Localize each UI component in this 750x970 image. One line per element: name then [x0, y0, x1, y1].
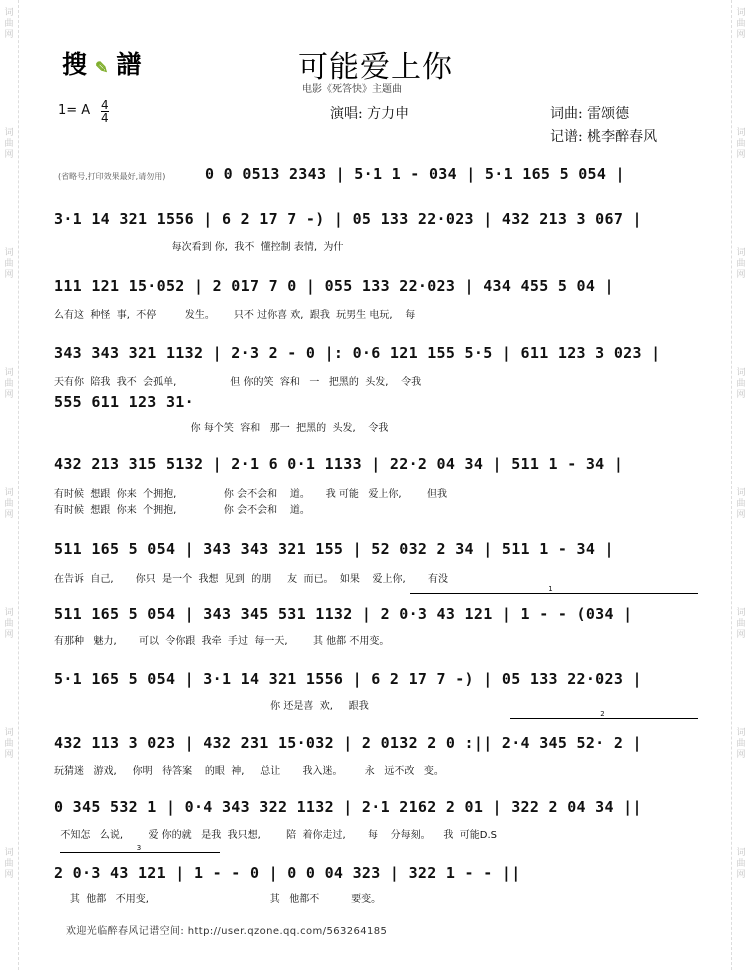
score-row-11: 2 0·3 43 121 | 1 - - 0 | 0 0 04 323 | 322 1 - - || [54, 864, 521, 882]
watermark-char: 词 [736, 728, 746, 738]
lyric-row-5b: 有时候 想跟 你来 个拥抱, 你 会不会和 道。 [54, 505, 310, 516]
watermark-char: 曲 [4, 19, 14, 29]
watermark-char: 词 [736, 8, 746, 18]
watermark-char: 词 [4, 248, 14, 258]
watermark-glyph-group [734, 8, 748, 41]
watermark-glyph-group [734, 728, 748, 761]
watermark-char: 曲 [736, 499, 746, 509]
watermark-char: 词 [4, 848, 14, 858]
lyric-row-4: 天有你 陪我 我不 会孤单, 但 你的笑 容和 一 把黑的 头发, 令我 [54, 377, 422, 388]
watermark-char: 曲 [736, 259, 746, 269]
watermark-char: 网 [736, 390, 746, 400]
watermark-char: 网 [736, 150, 746, 160]
watermark-char: 词 [736, 248, 746, 258]
watermark-char: 网 [736, 270, 746, 280]
lyric-row-8: 你 还是喜 欢, 跟我 [54, 701, 369, 712]
lyric-row-7: 有那种 魅力, 可以 令你跟 我牵 手过 每一天, 其 他都 不用变。 [54, 636, 390, 647]
logo-char-right: 譜 [116, 50, 144, 79]
transcriber-credit: 记谱: 桃李醉春风 [550, 129, 658, 145]
watermark-char: 曲 [736, 379, 746, 389]
score-row-5: 432 213 315 5132 | 2·1 6 0·1 1133 | 22·2 04 34 | 511 1 - 34 | [54, 455, 624, 473]
watermark-char: 词 [4, 368, 14, 378]
score-row-4b: 555 611 123 31· [54, 393, 194, 411]
watermark-glyph-group [734, 248, 748, 281]
time-signature-top: 4 [101, 98, 109, 112]
watermark-char: 网 [736, 630, 746, 640]
logo-char-left: 搜 [62, 50, 90, 79]
key-signature: 1= A [58, 103, 91, 118]
time-signature [101, 99, 109, 124]
watermark-char: 网 [4, 30, 14, 40]
watermark-glyph-group [734, 608, 748, 641]
watermark-char: 曲 [4, 259, 14, 269]
watermark-glyph-group [2, 128, 16, 161]
intro-note: (省略号,打印效果最好,请勿用) [58, 172, 166, 181]
watermark-char: 曲 [736, 19, 746, 29]
lyric-row-11: 其 他都 不用变, 其 他都不 要变。 [54, 894, 382, 905]
lyric-row-10: 不知怎 么说, 爱 你的就 是我 我只想, 陪 着你走过, 每 分每刻。 我 可能D.S [54, 830, 497, 841]
lyricist-composer-credit: 词曲: 雷颂德 [550, 106, 630, 122]
watermark-char: 网 [4, 150, 14, 160]
score-row-2: 3·1 14 321 1556 | 6 2 17 7 -) | 05 133 22·023 | 432 213 3 067 | [54, 210, 642, 228]
watermark-char: 曲 [4, 619, 14, 629]
watermark-glyph-group [2, 848, 16, 881]
lyric-row-4b: 你 每个笑 容和 那一 把黑的 头发, 令我 [54, 423, 389, 434]
watermark-char: 网 [736, 30, 746, 40]
watermark-char: 词 [4, 728, 14, 738]
watermark-char: 曲 [4, 379, 14, 389]
watermark-char: 词 [736, 368, 746, 378]
watermark-glyph-group [734, 848, 748, 881]
watermark-char: 网 [736, 750, 746, 760]
lyric-row-5a: 有时候 想跟 你来 个拥抱, 你 会不会和 道。 我 可能 爱上你, 但我 [54, 489, 448, 500]
watermark-char: 网 [4, 390, 14, 400]
score-row-10: 0 345 532 1 | 0·4 343 322 1132 | 2·1 2162 2 01 | 322 2 04 34 || [54, 798, 642, 816]
score-row-7: 511 165 5 054 | 343 345 531 1132 | 2 0·3 43 121 | 1 - - (034 | [54, 605, 633, 623]
watermark-char: 网 [736, 510, 746, 520]
watermark-char: 曲 [4, 859, 14, 869]
watermark-glyph-group [734, 488, 748, 521]
score-row-3: 111 121 15·052 | 2 017 7 0 | 055 133 22·023 | 434 455 5 04 | [54, 277, 614, 295]
watermark-glyph-group [2, 248, 16, 281]
watermark-char: 网 [4, 510, 14, 520]
watermark-char: 曲 [4, 499, 14, 509]
watermark-glyph-group [734, 368, 748, 401]
watermark-char: 词 [736, 488, 746, 498]
watermark-char: 网 [736, 870, 746, 880]
watermark-glyph-group [2, 728, 16, 761]
volta-bracket-2: 2 [510, 718, 698, 719]
watermark-glyph-group [2, 368, 16, 401]
lyric-row-2: 每次看到 你, 我不 懂控制 表情, 为什 [54, 242, 344, 253]
footer-link-text: 欢迎光临醉春风记谱空间: http://user.qzone.qq.com/563264185 [66, 926, 388, 937]
score-row-8: 5·1 165 5 054 | 3·1 14 321 1556 | 6 2 17 7 -) | 05 133 22·023 | [54, 670, 642, 688]
lyric-row-6: 在告诉 自己, 你只 是一个 我想 见到 的朋 友 而已。 如果 爱上你, 有没 [54, 574, 448, 585]
volta-bracket-1: 1 [410, 593, 698, 594]
watermark-char: 曲 [736, 859, 746, 869]
watermark-char: 曲 [4, 739, 14, 749]
watermark-char: 词 [4, 608, 14, 618]
watermark-char: 曲 [736, 619, 746, 629]
watermark-char: 网 [4, 630, 14, 640]
leaf-icon: ✎ [95, 58, 111, 77]
watermark-glyph-group [2, 608, 16, 641]
watermark-char: 词 [4, 8, 14, 18]
lyric-row-9: 玩猜迷 游戏, 你明 待答案 的眼 神, 总让 我入迷。 永 远不改 变。 [54, 766, 444, 777]
watermark-glyph-group [2, 488, 16, 521]
score-row-4: 343 343 321 1132 | 2·3 2 - 0 |: 0·6 121 155 5·5 | 611 123 3 023 | [54, 344, 661, 362]
singer-credit: 演唱: 方力申 [330, 106, 410, 122]
watermark-char: 网 [4, 750, 14, 760]
watermark-char: 网 [4, 270, 14, 280]
watermark-char: 曲 [4, 139, 14, 149]
song-title: 可能爱上你 [298, 50, 453, 85]
lyric-row-3: 么有这 种怪 事, 不停 发生。 只不 过你喜 欢, 跟我 玩男生 电玩, 每 [54, 310, 416, 321]
time-signature-bottom: 4 [101, 111, 109, 125]
watermark-char: 词 [4, 488, 14, 498]
watermark-glyph-group [2, 8, 16, 41]
watermark-char: 曲 [736, 139, 746, 149]
score-row-1: 0 0 0513 2343 | 5·1 1 - 034 | 5·1 165 5 054 | [205, 165, 625, 183]
watermark-char: 词 [4, 128, 14, 138]
song-subtitle: 电影《死答快》主题曲 [302, 84, 402, 95]
watermark-glyph-group [734, 128, 748, 161]
site-logo [62, 45, 143, 81]
watermark-char: 词 [736, 128, 746, 138]
score-row-9: 432 113 3 023 | 432 231 15·032 | 2 0132 2 0 :|| 2·4 345 52· 2 | [54, 734, 642, 752]
triplet-bracket: 3 [60, 852, 220, 853]
watermark-char: 网 [4, 870, 14, 880]
watermark-char: 词 [736, 608, 746, 618]
score-row-6: 511 165 5 054 | 343 343 321 155 | 52 032 2 34 | 511 1 - 34 | [54, 540, 614, 558]
watermark-char: 曲 [736, 739, 746, 749]
watermark-char: 词 [736, 848, 746, 858]
